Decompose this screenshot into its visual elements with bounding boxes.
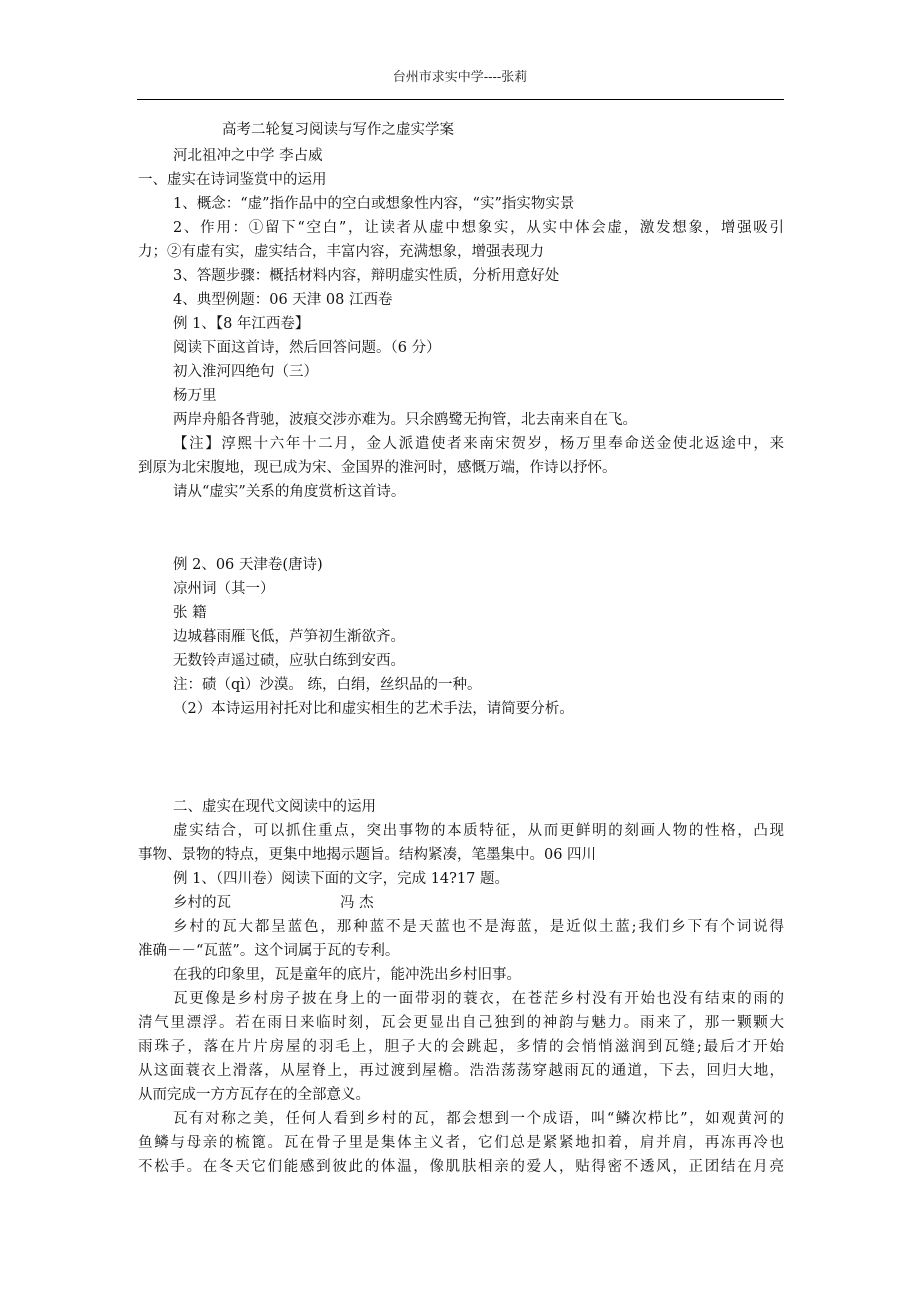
- essay-para-4-line-3: 不松手。在冬天它们能感到彼此的体温，像肌肤相亲的爱人，贴得密不透风，正团结在月亮: [138, 1159, 784, 1175]
- essay-para-3-line-4: 从这面蓑衣上滑落，从屋脊上，再过渡到屋檐。浩浩荡荡穿越雨瓦的通道，下去，回归大地，: [138, 1063, 784, 1079]
- poem-1-text: 两岸舟船各背驰，波痕交涉亦难为。只余鸥鹭无拘管，北去南来自在飞。: [173, 412, 637, 428]
- section-2-intro-2: 事物、景物的特点，更集中地揭示题旨。结构紧凑，笔墨集中。06 四川: [138, 847, 597, 863]
- header-rule: [137, 99, 784, 100]
- examples-line: 4、典型例题：06 天津 08 江西卷: [173, 292, 393, 308]
- poem-2-note: 注：碛（qì）沙漠。 练，白绢，丝织品的一种。: [173, 677, 482, 693]
- poem-1-note-2: 到原为北宋腹地，现已成为宋、金国界的淮河时，感慨万端，作诗以抒怀。: [138, 460, 617, 476]
- steps-line: 3、答题步骤：概括材料内容，辩明虚实性质，分析用意好处: [173, 268, 560, 284]
- doc-author: 河北祖冲之中学 李占威: [173, 148, 323, 164]
- section-2-example-title: 例 1、（四川卷）阅读下面的文字，完成 14?17 题。: [173, 871, 509, 887]
- poem-2-line-1: 边城暮雨雁飞低，芦笋初生渐欲齐。: [173, 629, 405, 645]
- poem-1-note-1: 【注】淳熙十六年十二月，金人派遣使者来南宋贺岁，杨万里奉命送金使北返途中，来: [173, 436, 784, 452]
- function-line-2: 力；②有虚有实，虚实结合，丰富内容，充满想象，增强表现力: [138, 244, 544, 260]
- poem-2-title: 凉州词（其一）: [173, 581, 275, 597]
- essay-para-2: 在我的印象里，瓦是童年的底片，能冲洗出乡村旧事。: [173, 967, 521, 983]
- section-1-heading: 一、虚实在诗词鉴赏中的运用: [138, 172, 327, 188]
- poem-2-poet: 张 籍: [173, 605, 207, 621]
- example-1-instruction: 阅读下面这首诗，然后回答问题。（6 分）: [173, 340, 441, 356]
- section-2-intro-1: 虚实结合，可以抓住重点，突出事物的本质特征，从而更鲜明的刻画人物的性格，凸现: [173, 823, 784, 839]
- essay-para-4-line-1: 瓦有对称之美，任何人看到乡村的瓦，都会想到一个成语，叫“鳞次栉比”，如观黄河的: [173, 1111, 784, 1127]
- page-header: 台州市求实中学----张莉: [392, 70, 528, 85]
- concept-line: 1、概念：“虚”指作品中的空白或想象性内容，“实”指实物实景: [173, 196, 575, 212]
- essay-para-4-line-2: 鱼鳞与母亲的梳篦。瓦在骨子里是集体主义者，它们总是紧紧地扣着，肩并肩，再冻再冷也: [138, 1135, 784, 1151]
- essay-title: 乡村的瓦: [173, 895, 231, 911]
- poem-1-poet: 杨万里: [173, 388, 217, 404]
- essay-para-3-line-2: 清气里漂浮。若在雨日来临时刻，瓦会更显出自己独到的神韵与魅力。雨来了，那一颗颗大: [138, 1015, 784, 1031]
- example-1-question: 请从“虚实”关系的角度赏析这首诗。: [173, 484, 406, 500]
- section-2-heading: 二、虚实在现代文阅读中的运用: [173, 799, 376, 815]
- essay-para-1-line-1: 乡村的瓦大都呈蓝色，那种蓝不是天蓝也不是海蓝，是近似土蓝;我们乡下有个词说得: [173, 919, 784, 935]
- essay-para-1-line-2: 准确－－“瓦蓝”。这个词属于瓦的专利。: [138, 943, 400, 959]
- example-1-title: 例 1、【8 年江西卷】: [173, 316, 310, 332]
- poem-2-line-2: 无数铃声遥过碛，应驮白练到安西。: [173, 653, 405, 669]
- doc-title: 高考二轮复习阅读与写作之虚实学案: [222, 122, 454, 138]
- function-line-1: 2、作用：①留下“空白”，让读者从虚中想象实，从实中体会虚，激发想象，增强吸引: [173, 220, 784, 236]
- essay-author: 冯 杰: [340, 895, 374, 911]
- example-2-title: 例 2、06 天津卷(唐诗): [173, 557, 323, 573]
- essay-para-3-line-3: 雨珠子，落在片片房屋的羽毛上，胆子大的会跳起，多情的会悄悄滋润到瓦缝;最后才开始: [138, 1039, 784, 1055]
- essay-para-3-line-1: 瓦更像是乡村房子披在身上的一面带羽的蓑衣，在苍茫乡村没有开始也没有结束的雨的: [173, 991, 784, 1007]
- essay-para-3-line-5: 从而完成一方方瓦存在的全部意义。: [138, 1087, 370, 1103]
- poem-1-title: 初入淮河四绝句（三）: [173, 364, 318, 380]
- example-2-question: （2）本诗运用衬托对比和虚实相生的艺术手法，请简要分析。: [173, 701, 574, 717]
